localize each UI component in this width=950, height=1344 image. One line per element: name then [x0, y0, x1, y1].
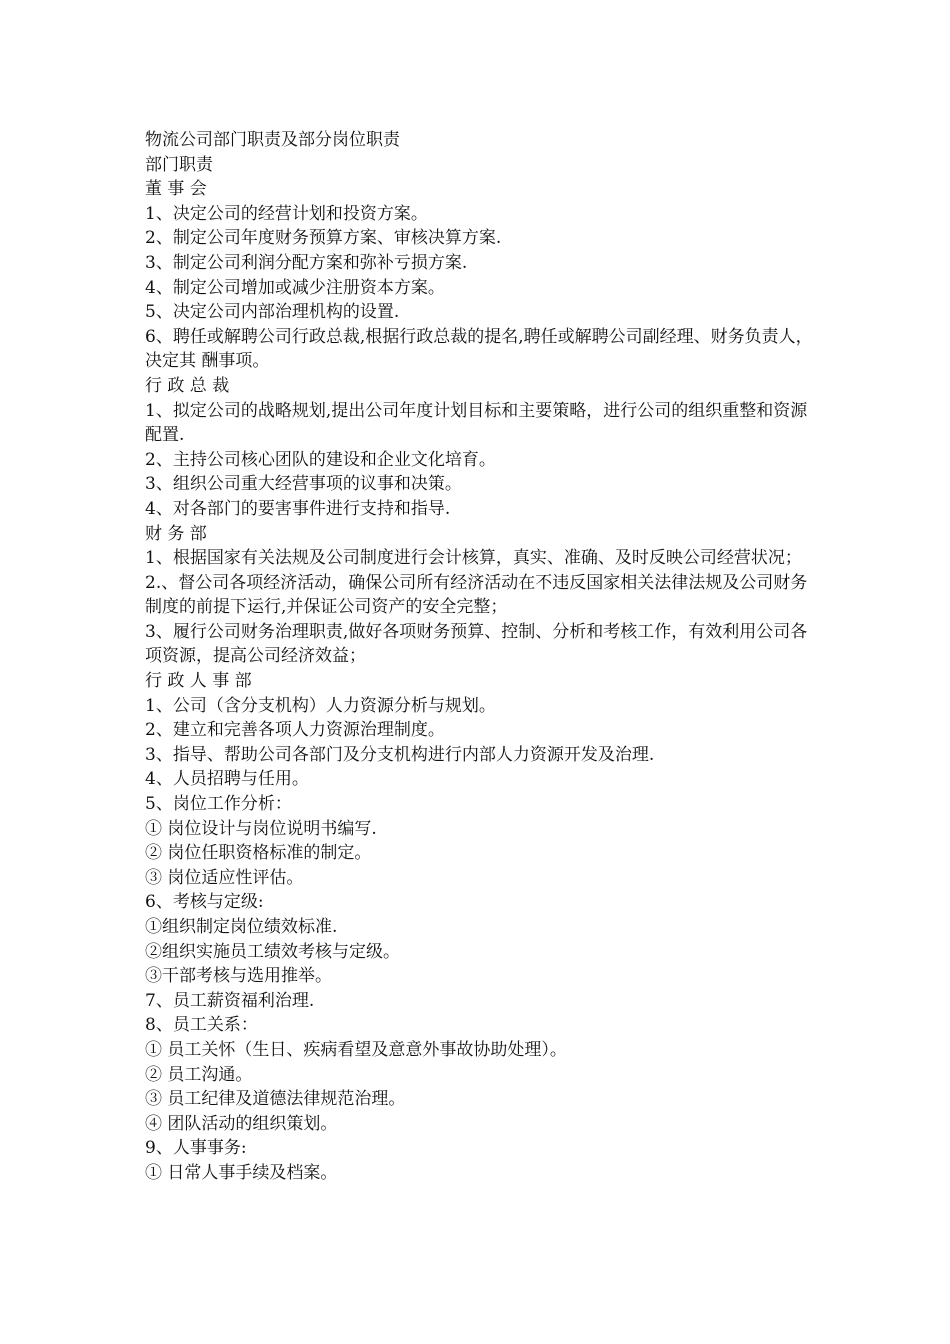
- list-item: 3、指导、帮助公司各部门及分支机构进行内部人力资源开发及治理.: [145, 744, 655, 765]
- sub-item: ② 岗位任职资格标准的制定。: [145, 843, 372, 864]
- sub-item: ②组织实施员工绩效考核与定级。: [145, 941, 400, 962]
- sub-item: ①组织制定岗位绩效标准.: [145, 917, 338, 937]
- list-item: 2、主持公司核心团队的建设和企业文化培育。: [145, 449, 496, 470]
- list-item: 4、人员招聘与任用。: [145, 769, 309, 790]
- list-item: 8、员工关系：: [145, 1015, 258, 1036]
- document-body: [145, 177, 815, 1185]
- list-item: 1、拟定公司的战略规划,提出公司年度计划目标和主要策略，进行公司的组织重整和资源配置.: [145, 400, 808, 446]
- document-page: [145, 128, 815, 1186]
- list-item: 9、人事事务:: [145, 1138, 247, 1159]
- sub-item: ① 岗位设计与岗位说明书编写.: [145, 818, 377, 839]
- sub-item: ① 日常人事手续及档案。: [145, 1162, 338, 1183]
- list-item: 5、决定公司内部治理机构的设置.: [145, 302, 400, 323]
- list-item: 2、制定公司年度财务预算方案、审核决算方案.: [145, 228, 502, 249]
- sub-item: ③ 员工纪律及道德法律规范治理。: [145, 1089, 406, 1110]
- document-title: 物流公司部门职责及部分岗位职责: [145, 130, 400, 150]
- sub-item: ① 员工关怀（生日、疾病看望及意意外事故协助处理）。: [145, 1039, 567, 1060]
- list-item: 3、履行公司财务治理职责,做好各项财务预算、控制、分析和考核工作，有效利用公司各项资源，提高公司经济效益；: [145, 621, 808, 667]
- list-item: 4、制定公司增加或减少注册资本方案。: [145, 277, 445, 298]
- department-heading: 董 事 会: [145, 179, 207, 200]
- list-item: 1、公司（含分支机构）人力资源分析与规划。: [145, 695, 496, 716]
- department-heading: 行 政 人 事 部: [145, 671, 252, 692]
- list-item: 1、根据国家有关法规及公司制度进行会计核算，真实、准确、及时反映公司经营状况；: [145, 548, 802, 569]
- sub-item: ② 员工沟通。: [145, 1064, 253, 1085]
- list-item: 6、聘任或解聘公司行政总裁,根据行政总裁的提名,聘任或解聘公司副经理、财务负责人，决定其 酬事项。: [145, 326, 813, 372]
- sub-item: ④ 团队活动的组织策划。: [145, 1113, 338, 1134]
- list-item: 3、组织公司重大经营事项的议事和决策。: [145, 474, 462, 495]
- list-item: 1、决定公司的经营计划和投资方案。: [145, 203, 428, 224]
- list-item: 3、制定公司利润分配方案和弥补亏损方案.: [145, 252, 468, 273]
- list-item: 7、员工薪资福利治理.: [145, 990, 315, 1011]
- list-item: 2.、督公司各项经济活动，确保公司所有经济活动在不违反国家相关法律法规及公司财务制度的前提下运行,并保证公司资产的安全完整；: [145, 572, 808, 618]
- sub-item: ③ 岗位适应性评估。: [145, 867, 304, 888]
- department-heading: 财 务 部: [145, 523, 207, 544]
- department-heading: 行 政 总 裁: [145, 375, 230, 396]
- list-item: 5、岗位工作分析：: [145, 794, 292, 815]
- list-item: 4、对各部门的要害事件进行支持和指导.: [145, 498, 451, 519]
- list-item: 2、建立和完善各项人力资源治理制度。: [145, 720, 445, 741]
- section-title: 部门职责: [145, 154, 213, 175]
- list-item: 6、考核与定级:: [145, 892, 264, 913]
- sub-item: ③干部考核与选用推举。: [145, 966, 332, 987]
